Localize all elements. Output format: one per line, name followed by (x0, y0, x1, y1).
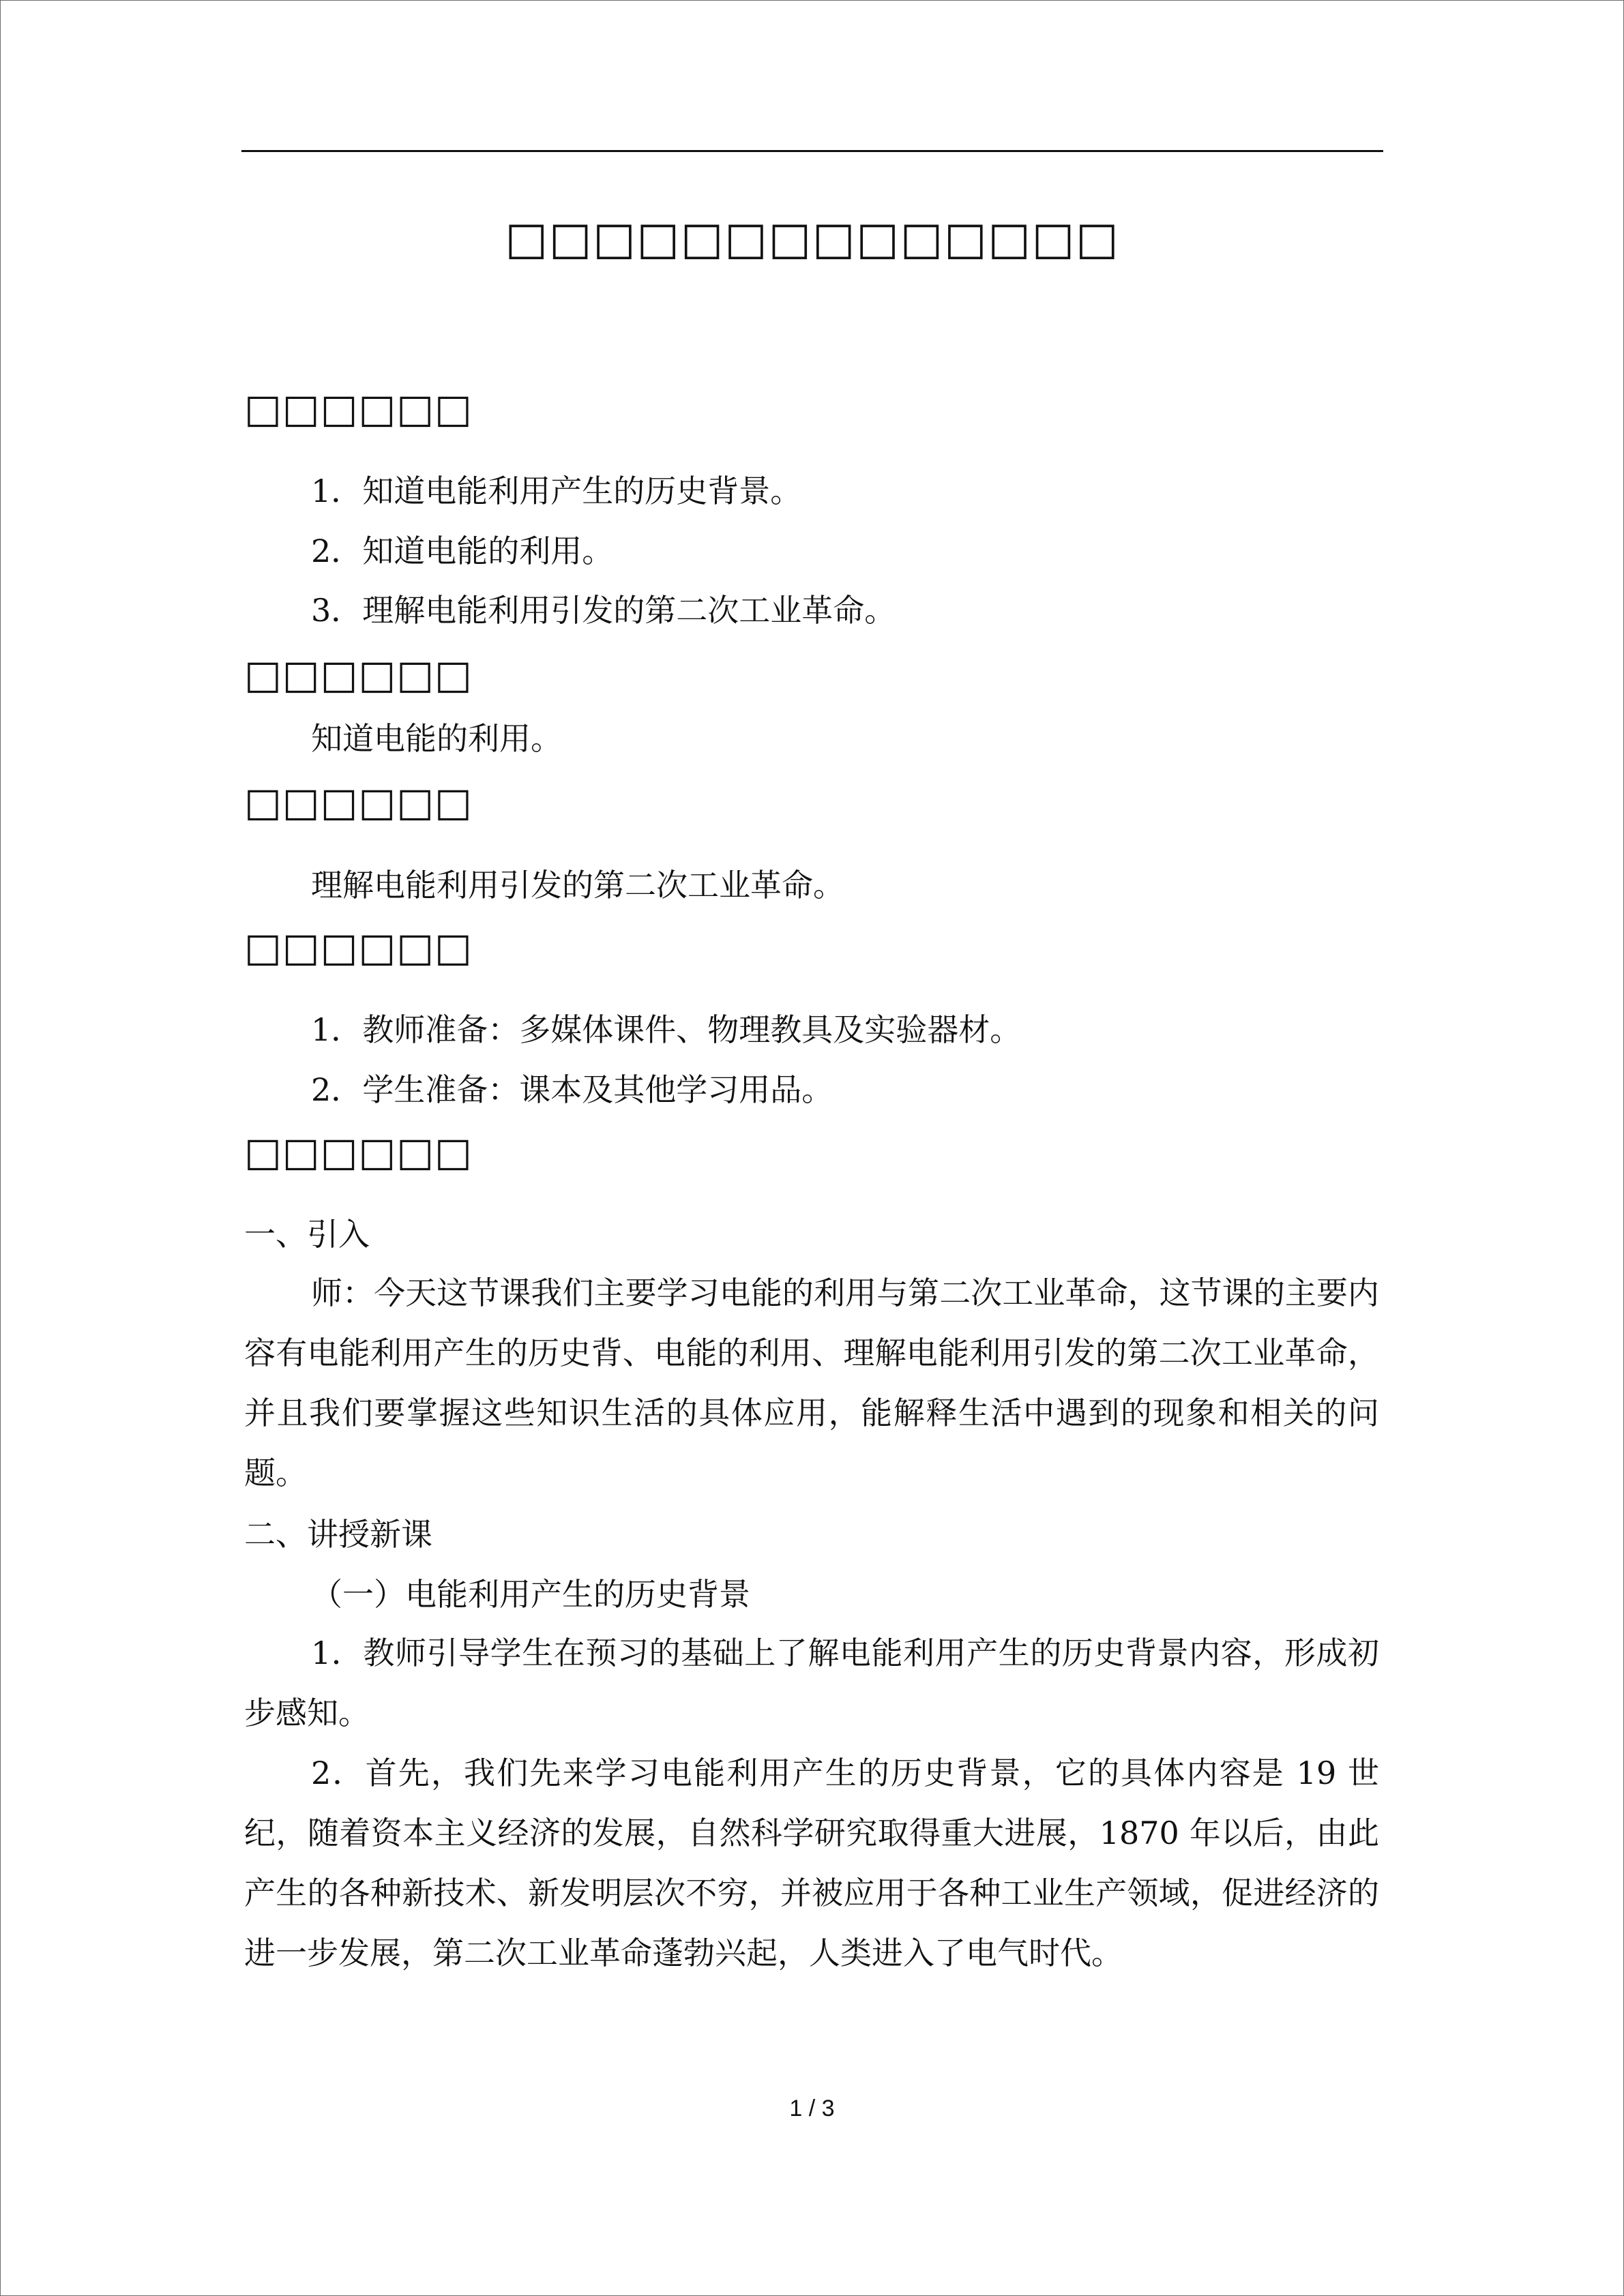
header-rule (241, 150, 1383, 152)
section-heading-process: □□□□□□ (244, 1129, 473, 1175)
section-heading-objectives: □□□□□□ (244, 385, 473, 432)
section-heading-preparation: □□□□□□ (244, 924, 473, 970)
preparation-item-2: 2．学生准备：课本及其他学习用品。 (311, 1071, 833, 1108)
section-heading-difficulties: □□□□□□ (244, 779, 473, 825)
objective-item-2: 2．知道电能的利用。 (311, 533, 614, 569)
difficulty-text: 理解电能利用引发的第二次工业革命。 (311, 867, 844, 904)
document-title: □□□□□□□□□□□□□□ (505, 211, 1120, 265)
subsection-heading-1: （一）电能利用产生的历史背景 (311, 1576, 750, 1613)
intro-paragraph: 师：今天这节课我们主要学习电能的利用与第二次工业革命，这节课的主要内容有电能利用产生的历史背、电能的利用、理解电能利用引发的第二次工业革命，并且我们要掌握这些知识生活的具体应用，能解释生活中遇到的现象和相关的问题。 (244, 1274, 1379, 1491)
key-point-text: 知道电能的利用。 (311, 720, 562, 757)
preparation-item-1: 1．教师准备：多媒体课件、物理教具及实验器材。 (311, 1011, 1022, 1048)
new-lesson-heading: 二、讲授新课 (244, 1516, 432, 1553)
objective-item-3: 3．理解电能利用引发的第二次工业革命。 (311, 592, 896, 629)
section-heading-key-points: □□□□□□ (244, 651, 473, 698)
intro-heading: 一、引入 (244, 1216, 370, 1253)
paragraph-2: 2．首先，我们先来学习电能利用产生的历史背景，它的具体内容是 19 世纪，随着资本主义经济的发展，自然科学研究取得重大进展，1870 年以后，由此产生的各种新技术、新发明层次不穷，并被应用于各种工业生产领域，促进经济的进一步发展，第二次工业革命蓬勃兴起，人类进入了电气时代。 (244, 1755, 1379, 1971)
paragraph-1: 1．教师引导学生在预习的基础上了解电能利用产生的历史背景内容，形成初步感知。 (244, 1635, 1379, 1731)
page-number: 1 / 3 (789, 2096, 835, 2121)
objective-item-1: 1．知道电能利用产生的历史背景。 (311, 473, 802, 509)
